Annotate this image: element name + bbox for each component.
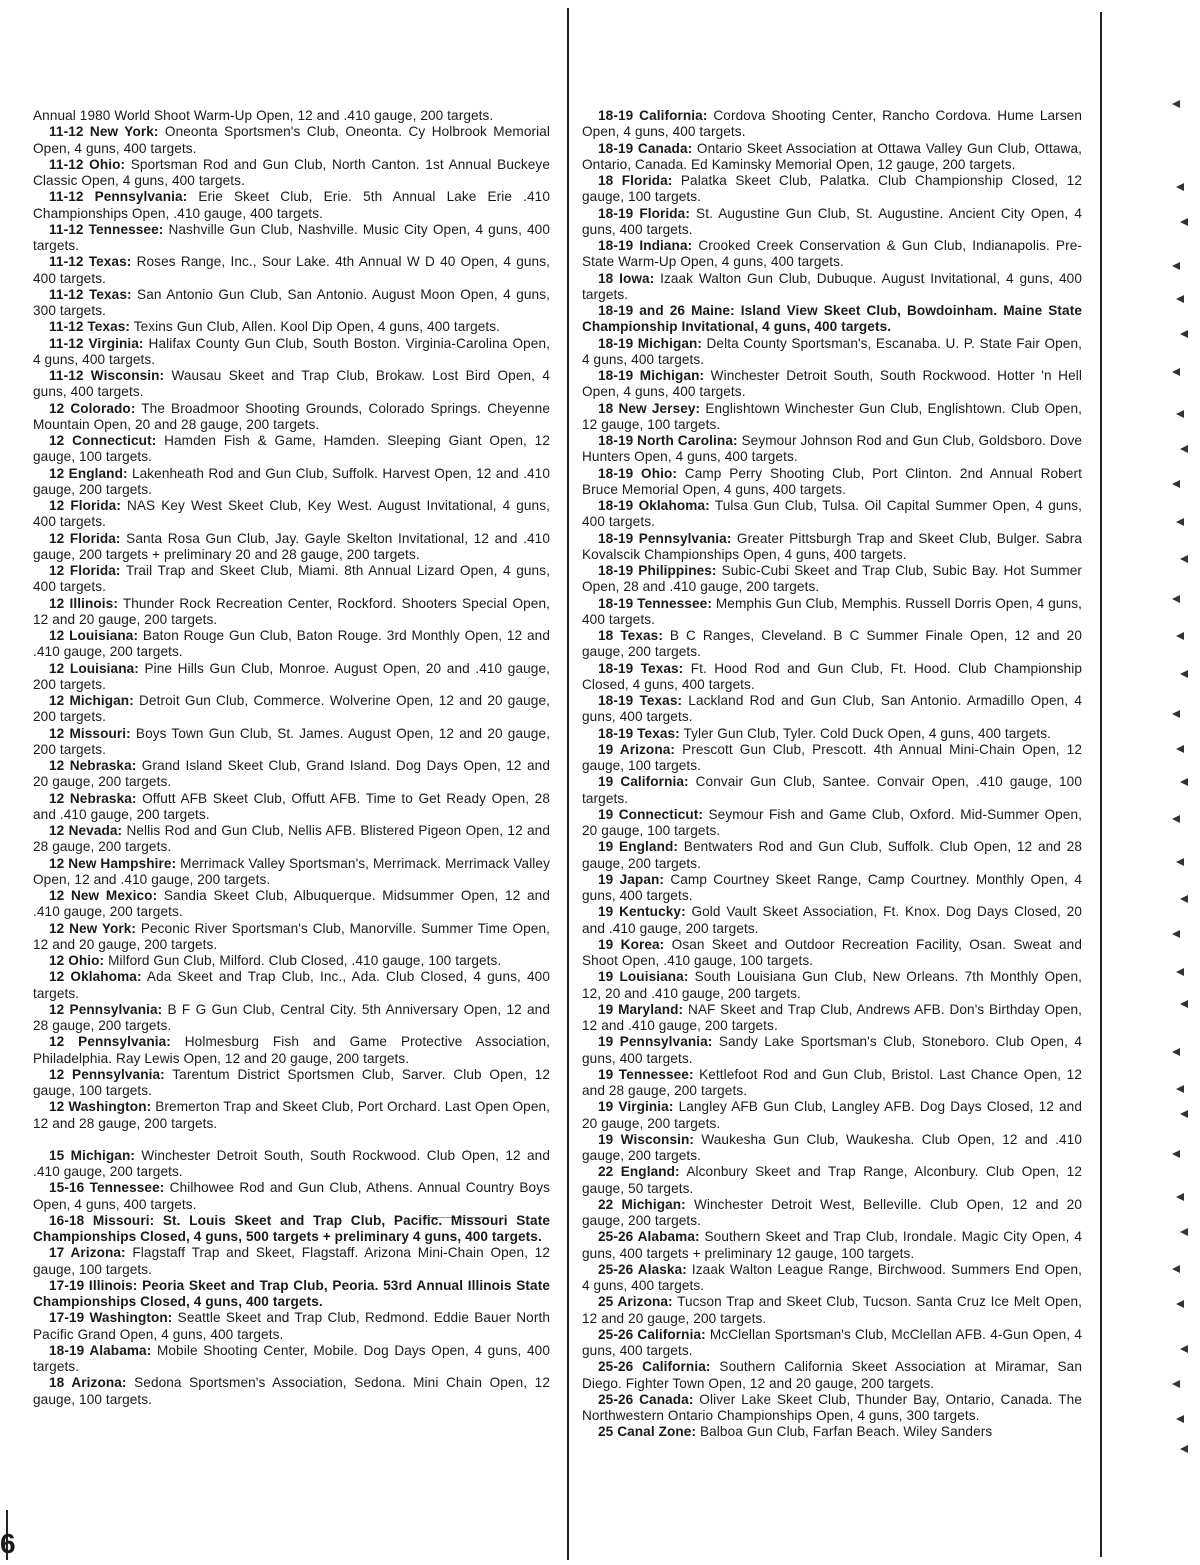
column-divider <box>567 8 569 1560</box>
entry-date-state: 18 Iowa: <box>598 270 655 286</box>
entry-details: Oneonta Sportsmen's Club, Oneonta. Cy Holbrook Memorial Open, 4 guns, 400 targets. <box>33 124 551 156</box>
scan-mark <box>1172 368 1180 376</box>
schedule-entry <box>33 953 550 969</box>
scan-mark <box>1172 1048 1180 1056</box>
entry-details: San Antonio Gun Club, San Antonio. August Moon Open, 4 guns, 300 targets. <box>33 286 550 318</box>
entry-date-state: 18-19 Tennessee: <box>598 595 712 611</box>
entry-date-state: 19 Kentucky: <box>598 904 686 920</box>
schedule-entry <box>33 1002 550 1035</box>
entry-details: B C Ranges, Cleveland. B C Summer Finale Open, 12 and 20 gauge, 200 targets. <box>582 628 1082 660</box>
scan-mark <box>1180 778 1188 786</box>
scan-mark <box>1176 1300 1184 1308</box>
schedule-entry <box>33 856 550 889</box>
schedule-entry <box>33 1245 550 1278</box>
entry-date-state: 22 Michigan: <box>598 1196 686 1212</box>
schedule-entry <box>582 1197 1082 1230</box>
entry-date-state: 12 Nebraska: <box>49 758 137 773</box>
entry-date-state: 17 Arizona: <box>49 1245 126 1261</box>
scan-mark <box>1176 1193 1184 1201</box>
scan-mark <box>1176 1415 1184 1423</box>
entry-date-state: 19 Arizona: <box>598 741 676 757</box>
entry-details: B F G Gun Club, Central City. 5th Anniversary Open, 12 and 28 gauge, 200 targets. <box>33 1001 550 1033</box>
entry-details: Winchester Detroit South, South Rockwood. Club Open, 12 and .410 gauge, 200 targets. <box>33 1147 550 1179</box>
page-number: 6 <box>0 1528 16 1559</box>
entry-date-state: 18 New Jersey: <box>598 400 701 416</box>
schedule-entry <box>582 1002 1082 1035</box>
entry-details: Winchester Detroit West, Belleville. Club Open, 12 and 20 gauge, 200 targets. <box>582 1196 1082 1228</box>
entry-date-state: 18-19 Florida: <box>598 205 690 221</box>
entry-details: Southern California Skeet Association at Miramar, San Diego. Fighter Town Open, 12 and 20 gauge, 200 targets. <box>582 1359 1082 1391</box>
schedule-entry <box>582 596 1082 629</box>
schedule-entry <box>582 1164 1082 1197</box>
scan-mark <box>1172 480 1180 488</box>
schedule-entry <box>33 758 550 791</box>
scan-mark <box>1180 670 1188 678</box>
entry-date-state: 19 Japan: <box>598 871 665 887</box>
entry-details: Tarentum District Sportsmen Club, Sarver. Club Open, 12 gauge, 100 targets. <box>33 1066 551 1098</box>
schedule-entry <box>33 1213 550 1246</box>
entry-date-state: 25-26 Canada: <box>598 1391 694 1407</box>
schedule-entry <box>582 466 1082 499</box>
schedule-entry <box>33 189 550 222</box>
schedule-entry <box>33 1034 550 1067</box>
schedule-entry <box>582 937 1082 970</box>
entry-details: Sandy Lake Sportsman's Club, Stoneboro. Club Open, 4 guns, 400 targets. <box>582 1034 1082 1066</box>
entry-date-state: 12 Pennsylvania: <box>49 1034 171 1050</box>
entry-details: NAS Key West Skeet Club, Key West. August Invitational, 4 guns, 400 targets. <box>33 498 550 530</box>
scan-mark <box>1172 1150 1180 1158</box>
entry-details: Wausau Skeet and Trap Club, Brokaw. Lost Bird Open, 4 guns, 400 targets. <box>33 368 550 400</box>
schedule-entry <box>33 1375 550 1408</box>
schedule-entry <box>33 222 550 255</box>
scan-mark <box>1180 555 1188 563</box>
schedule-entry <box>582 141 1082 174</box>
entry-date-state: 25 Canal Zone: <box>598 1424 697 1440</box>
entry-details: Nellis Rod and Gun Club, Nellis AFB. Blistered Pigeon Open, 12 and 28 gauge, 200 targets. <box>33 823 550 855</box>
schedule-entry <box>33 1148 550 1181</box>
entry-date-state: 18-19 and 26 Maine: <box>598 303 735 318</box>
entry-date-state: 18-19 Pennsylvania: <box>598 530 732 546</box>
entry-date-state: 19 Pennsylvania: <box>598 1034 713 1050</box>
schedule-entry <box>582 1327 1082 1360</box>
entry-details: Ft. Hood Rod and Gun Club, Ft. Hood. Club Championship Closed, 4 guns, 400 targets. <box>582 660 1082 692</box>
scan-mark <box>1176 410 1184 418</box>
scan-mark <box>1176 183 1184 191</box>
entry-details: Peoria Skeet and Trap Club, Peoria. 53rd Annual Illinois State Championships Closed, 4 guns, 400 targets. <box>33 1277 551 1309</box>
schedule-entry <box>582 401 1082 434</box>
entry-details: Seattle Skeet and Trap Club, Redmond. Eddie Bauer North Pacific Grand Open, 4 guns, 400 targets. <box>33 1310 550 1342</box>
schedule-entry <box>582 839 1082 872</box>
entry-details: Waukesha Gun Club, Waukesha. Club Open, 12 and .410 gauge, 200 targets. <box>582 1131 1082 1163</box>
entry-details: Greater Pittsburgh Trap and Skeet Club, Bulger. Sabra Kovalscik Championships Open, 4 guns, 400 targets. <box>582 530 1082 562</box>
entry-date-state: 12 Nebraska: <box>49 790 137 806</box>
scan-mark <box>1176 518 1184 526</box>
scan-mark <box>1180 218 1188 226</box>
entry-details: Izaak Walton League Range, Birchwood. Summers End Open, 4 guns, 400 targets. <box>582 1261 1082 1293</box>
schedule-entry <box>582 108 1082 141</box>
entry-date-state: 12 New Hampshire: <box>49 855 177 871</box>
entry-date-state: 11-12 Texas: <box>49 319 131 335</box>
entry-date-state: 25-26 Alabama: <box>598 1229 700 1245</box>
entry-date-state: 18-19 Alabama: <box>49 1342 152 1358</box>
entry-details: The Broadmoor Shooting Grounds, Colorado Springs. Cheyenne Mountain Open, 20 and 28 gauge, 200 targets. <box>33 400 550 432</box>
schedule-entry <box>33 157 550 190</box>
schedule-entry <box>582 336 1082 369</box>
scan-mark <box>1172 100 1180 108</box>
entry-details: Izaak Walton Gun Club, Dubuque. August Invitational, 4 guns, 400 targets. <box>582 270 1082 302</box>
entry-date-state: 15-16 Tennessee: <box>49 1180 165 1196</box>
entry-details: Palatka Skeet Club, Palatka. Club Championship Closed, 12 gauge, 100 targets. <box>582 173 1083 205</box>
entry-date-state: 12 England: <box>49 465 128 481</box>
schedule-entry <box>33 433 550 466</box>
entry-date-state: 12 Florida: <box>49 563 121 578</box>
schedule-entry <box>33 823 550 856</box>
scan-mark <box>1172 710 1180 718</box>
schedule-entry <box>33 108 550 124</box>
left-column <box>33 108 550 1408</box>
entry-date-state: 12 Ohio: <box>49 953 105 968</box>
scan-mark <box>1176 632 1184 640</box>
entry-details: Seymour Fish and Game Club, Oxford. Mid-Summer Open, 20 gauge, 100 targets. <box>582 806 1083 838</box>
schedule-entry <box>33 791 550 824</box>
scan-mark <box>1180 1000 1188 1008</box>
entry-date-state: 19 Virginia: <box>598 1099 674 1115</box>
scan-mark <box>1180 1445 1188 1453</box>
entry-details: Thunder Rock Recreation Center, Rockford. Shooters Special Open, 12 and 20 gauge, 200 targets. <box>33 595 550 627</box>
entry-date-state: 19 Connecticut: <box>598 806 704 822</box>
entry-date-state: 12 Colorado: <box>49 400 136 416</box>
schedule-entry <box>33 1099 550 1132</box>
entry-date-state: 12 Oklahoma: <box>49 969 142 985</box>
schedule-entry <box>33 726 550 759</box>
entry-details: Hamden Fish & Game, Hamden. Sleeping Giant Open, 12 gauge, 100 targets. <box>33 433 550 465</box>
schedule-entry <box>33 336 550 369</box>
schedule-entry <box>582 1262 1082 1295</box>
schedule-entry <box>582 1424 1082 1440</box>
schedule-entry <box>582 807 1082 840</box>
entry-details: South Louisiana Gun Club, New Orleans. 7th Monthly Open, 12, 20 and .410 gauge, 200 targets. <box>582 969 1082 1001</box>
schedule-entry <box>33 693 550 726</box>
schedule-entry <box>33 888 550 921</box>
entry-details: Oliver Lake Skeet Club, Thunder Bay, Ontario, Canada. The Northwestern Ontario Championships Open, 4 guns, 300 targets. <box>582 1391 1082 1423</box>
entry-date-state: 11-12 Pennsylvania: <box>49 189 188 205</box>
entry-details: Annual 1980 World Shoot Warm-Up Open, 12 and .410 gauge, 200 targets. <box>33 108 494 123</box>
entry-date-state: 12 Michigan: <box>49 693 134 708</box>
scan-mark <box>1172 1380 1180 1388</box>
entry-date-state: 25-26 Alaska: <box>598 1261 687 1277</box>
entry-details: Ontario Skeet Association at Ottawa Valley Gun Club, Ottawa, Ontario, Canada. Ed Kaminsky Memorial Open, 12 gauge, 200 targets. <box>582 140 1082 172</box>
entry-date-state: 11-12 Wisconsin: <box>49 368 165 383</box>
entry-details: Convair Gun Club, Santee. Convair Open, .410 gauge, 100 targets. <box>582 774 1082 806</box>
scan-mark <box>1172 595 1180 603</box>
entry-details: Southern Skeet and Trap Club, Irondale. Magic City Open, 4 guns, 400 targets + preliminary 12 gauge, 100 targets. <box>582 1229 1082 1261</box>
entry-date-state: 18-19 California: <box>598 108 708 123</box>
schedule-entry <box>582 1099 1082 1132</box>
schedule-entry <box>33 1180 550 1213</box>
schedule-entry <box>582 1034 1082 1067</box>
entry-details: Subic-Cubi Skeet and Trap Club, Subic Bay. Hot Summer Open, 28 and .410 gauge, 200 targets. <box>582 563 1082 595</box>
entry-date-state: 19 Wisconsin: <box>598 1131 695 1147</box>
entry-date-state: 11-12 Texas: <box>49 254 132 270</box>
entry-date-state: 19 California: <box>598 774 689 790</box>
entry-details: St. Augustine Gun Club, St. Augustine. Ancient City Open, 4 guns, 400 targets. <box>582 205 1082 237</box>
entry-details: Tyler Gun Club, Tyler. Cold Duck Open, 4 guns, 400 targets. <box>679 725 1052 741</box>
entry-date-state: 18 Arizona: <box>49 1375 127 1391</box>
entry-details: Boys Town Gun Club, St. James. August Open, 12 and 20 gauge, 200 targets. <box>33 725 550 757</box>
entry-details: Bentwaters Rod and Gun Club, Suffolk. Club Open, 12 and 28 gauge, 200 targets. <box>582 839 1082 871</box>
entry-details: Offutt AFB Skeet Club, Offutt AFB. Time to Get Ready Open, 28 and .410 gauge, 200 targets. <box>33 790 551 822</box>
entry-details: Mobile Shooting Center, Mobile. Dog Days Open, 4 guns, 400 targets. <box>33 1342 550 1374</box>
entry-date-state: 19 Maryland: <box>598 1001 684 1017</box>
entry-date-state: 19 Louisiana: <box>598 969 689 985</box>
entry-date-state: 18-19 Canada: <box>598 140 693 156</box>
schedule-entry <box>582 563 1082 596</box>
entry-details: Island View Skeet Club, Bowdoinham. Maine State Championship Invitational, 4 guns, 400 targets. <box>582 303 1082 335</box>
scan-mark <box>1180 445 1188 453</box>
entry-date-state: 11-12 Ohio: <box>49 156 126 172</box>
schedule-entry <box>582 693 1082 726</box>
entry-date-state: 12 Louisiana: <box>49 660 139 676</box>
entry-date-state: 12 New Mexico: <box>49 888 158 903</box>
entry-details: Grand Island Skeet Club, Grand Island. Dog Days Open, 12 and 20 gauge, 200 targets. <box>33 758 550 790</box>
schedule-entry <box>582 1067 1082 1100</box>
entry-date-state: 18-19 Indiana: <box>598 238 693 253</box>
scan-mark <box>1176 295 1184 303</box>
schedule-entry <box>33 563 550 596</box>
schedule-entry <box>33 368 550 401</box>
schedule-entry <box>33 287 550 320</box>
entry-date-state: 12 Connecticut: <box>49 433 157 448</box>
entry-date-state: 18-19 Michigan: <box>598 368 705 383</box>
entry-date-state: 11-12 Texas: <box>49 286 132 302</box>
entry-details: Memphis Gun Club, Memphis. Russell Dorris Open, 4 guns, 400 targets. <box>582 595 1082 627</box>
entry-details: Baton Rouge Gun Club, Baton Rouge. 3rd Monthly Open, 12 and .410 gauge, 200 targets. <box>33 628 550 660</box>
entry-date-state: 18-19 Oklahoma: <box>598 498 710 513</box>
entry-details: Sportsman Rod and Gun Club, North Canton. 1st Annual Buckeye Classic Open, 4 guns, 400 targets. <box>33 156 550 188</box>
scan-mark <box>1176 745 1184 753</box>
scan-mark <box>1180 1345 1188 1353</box>
entry-details: Crooked Creek Conservation & Gun Club, Indianapolis. Pre-State Warm-Up Open, 4 guns, 400 targets. <box>582 238 1082 270</box>
schedule-entry <box>582 531 1082 564</box>
entry-details: Prescott Gun Club, Prescott. 4th Annual Mini-Chain Open, 12 gauge, 100 targets. <box>582 741 1082 773</box>
entry-details: Englishtown Winchester Gun Club, Englishtown. Club Open, 12 gauge, 100 targets. <box>582 400 1082 432</box>
entry-date-state: 25-26 California: <box>598 1359 711 1375</box>
schedule-entry <box>582 303 1082 336</box>
schedule-entry <box>33 466 550 499</box>
entry-details: Seymour Johnson Rod and Gun Club, Goldsboro. Dove Hunters Open, 4 guns, 400 targets. <box>582 433 1083 465</box>
schedule-entry <box>33 661 550 694</box>
entry-details: Peconic River Sportsman's Club, Manorville. Summer Time Open, 12 and 20 gauge, 200 targets. <box>33 920 550 952</box>
entry-date-state: 12 Louisiana: <box>49 628 139 643</box>
schedule-entry <box>33 969 550 1002</box>
entry-date-state: 12 Missouri: <box>49 725 131 741</box>
entry-details: Erie Skeet Club, Erie. 5th Annual Lake Erie .410 Championships Open, .410 gauge, 400 targets. <box>33 189 550 221</box>
schedule-entry <box>582 271 1082 304</box>
entry-date-state: 15 Michigan: <box>49 1147 135 1163</box>
entry-date-state: 11-12 New York: <box>49 124 159 140</box>
entry-details: Detroit Gun Club, Commerce. Wolverine Open, 12 and 20 gauge, 200 targets. <box>33 693 550 725</box>
entry-details: Delta County Sportsman's, Escanaba. U. P. State Fair Open, 4 guns, 400 targets. <box>582 335 1082 367</box>
entry-date-state: 12 Washington: <box>49 1099 152 1115</box>
entry-details: Langley AFB Gun Club, Langley AFB. Dog Days Closed, 12 and 20 gauge, 200 targets. <box>582 1099 1083 1131</box>
entry-date-state: 18-19 Ohio: <box>598 465 678 481</box>
schedule-entry <box>582 238 1082 271</box>
entry-date-state: 18 Florida: <box>598 173 673 188</box>
entry-details: Tulsa Gun Club, Tulsa. Oil Capital Summer Open, 4 guns, 400 targets. <box>582 498 1082 530</box>
entry-date-state: 18-19 Texas: <box>598 725 680 741</box>
entry-details: Sedona Sportsmen's Association, Sedona. Mini Chain Open, 12 gauge, 100 targets. <box>33 1375 550 1407</box>
scan-mark <box>1172 262 1180 270</box>
entry-date-state: 19 Korea: <box>598 936 665 952</box>
entry-date-state: 12 New York: <box>49 920 137 936</box>
entry-date-state: 18-19 Philippines: <box>598 563 717 578</box>
entry-date-state: 12 Illinois: <box>49 595 118 611</box>
scan-mark <box>1180 330 1188 338</box>
entry-details: Winchester Detroit South, South Rockwood. Hotter 'n Hell Open, 4 guns, 400 targets. <box>582 368 1082 400</box>
entry-details: Tucson Trap and Skeet Club, Tucson. Santa Cruz Ice Melt Open, 12 and 20 gauge, 200 targets. <box>582 1294 1083 1326</box>
schedule-entry <box>33 319 550 335</box>
entry-details: Lakenheath Rod and Gun Club, Suffolk. Harvest Open, 12 and .410 gauge, 200 targets. <box>33 465 550 497</box>
schedule-entry <box>582 872 1082 905</box>
entry-details: Osan Skeet and Outdoor Recreation Facility, Osan. Sweat and Shoot Open, .410 gauge, 100 targets. <box>582 936 1082 968</box>
entry-details: Ada Skeet and Trap Club, Inc., Ada. Club Closed, 4 guns, 400 targets. <box>33 969 550 1001</box>
page-edge-line <box>1100 12 1102 1557</box>
schedule-entry <box>582 498 1082 531</box>
scan-mark <box>1176 858 1184 866</box>
entry-details: Sandia Skeet Club, Albuquerque. Midsummer Open, 12 and .410 gauge, 200 targets. <box>33 888 550 920</box>
entry-details: Holmesburg Fish and Game Protective Association, Philadelphia. Ray Lewis Open, 12 and 20 gauge, 200 targets. <box>33 1034 550 1066</box>
scan-mark <box>1172 930 1180 938</box>
schedule-entry <box>33 254 550 287</box>
schedule-entry <box>33 921 550 954</box>
entry-date-state: 12 Pennsylvania: <box>49 1066 165 1082</box>
schedule-entry <box>582 433 1082 466</box>
entry-details: Pine Hills Gun Club, Monroe. August Open, 20 and .410 gauge, 200 targets. <box>33 660 550 692</box>
entry-details: Trail Trap and Skeet Club, Miami. 8th Annual Lizard Open, 4 guns, 400 targets. <box>33 563 550 595</box>
entry-details: Nashville Gun Club, Nashville. Music City Open, 4 guns, 400 targets. <box>33 221 550 253</box>
schedule-entry <box>582 1359 1082 1392</box>
entry-date-state: 18 Texas: <box>598 628 663 643</box>
schedule-entry <box>582 628 1082 661</box>
entry-date-state: 18-19 Texas: <box>598 693 683 708</box>
scan-mark <box>1180 895 1188 903</box>
entry-details: Merrimack Valley Sportsman's, Merrimack. Merrimack Valley Open, 12 and .410 gauge, 200 targets. <box>33 855 550 887</box>
scan-mark <box>1176 968 1184 976</box>
schedule-entry <box>33 1278 550 1311</box>
entry-details: Santa Rosa Gun Club, Jay. Gayle Skelton Invitational, 12 and .410 gauge, 200 targets + preliminary 20 and 28 gauge, 200 targets. <box>33 530 550 562</box>
scan-mark <box>1172 815 1180 823</box>
entry-date-state: 11-12 Tennessee: <box>49 221 164 237</box>
schedule-entry <box>33 1343 550 1376</box>
entry-date-state: 19 England: <box>598 839 679 855</box>
entry-details: Roses Range, Inc., Sour Lake. 4th Annual W D 40 Open, 4 guns, 400 targets. <box>33 254 550 286</box>
schedule-entry <box>582 774 1082 807</box>
entry-details: Chilhowee Rod and Gun Club, Athens. Annual Country Boys Open, 4 guns, 400 targets. <box>33 1180 550 1212</box>
entry-details: Bremerton Trap and Skeet Club, Port Orchard. Last Open Open, 12 and 28 gauge, 200 targets. <box>33 1099 551 1131</box>
schedule-entry <box>33 498 550 531</box>
entry-date-state: 11-12 Virginia: <box>49 335 144 351</box>
entry-date-state: 17-19 Washington: <box>49 1310 173 1326</box>
entry-details: Balboa Gun Club, Farfan Beach. Wiley Sanders <box>696 1424 993 1440</box>
entry-details: Camp Perry Shooting Club, Port Clinton. 2nd Annual Robert Bruce Memorial Open, 4 guns, 400 targets. <box>582 465 1082 497</box>
entry-details: McClellan Sportsman's Club, McClellan AFB. 4-Gun Open, 4 guns, 400 targets. <box>582 1326 1082 1358</box>
schedule-entry <box>582 726 1082 742</box>
schedule-entry <box>33 1067 550 1100</box>
entry-details: Kettlefoot Rod and Gun Club, Bristol. Last Chance Open, 12 and 28 gauge, 200 targets. <box>582 1066 1082 1098</box>
schedule-entry <box>582 1132 1082 1165</box>
entry-date-state: 18-19 Michigan: <box>598 335 703 351</box>
schedule-entry <box>33 401 550 434</box>
schedule-entry <box>582 173 1082 206</box>
entry-date-state: 16-18 Missouri: <box>49 1212 155 1228</box>
schedule-entry <box>582 1294 1082 1327</box>
entry-details: Halifax County Gun Club, South Boston. Virginia-Carolina Open, 4 guns, 400 targets. <box>33 335 550 367</box>
entry-details: St. Louis Skeet and Trap Club, Pacific. Missouri State Championships Closed, 4 guns, 500 targets + preliminary 4 guns, 400 targets. <box>33 1212 551 1244</box>
scan-mark <box>1172 1265 1180 1273</box>
entry-date-state: 18-19 North Carolina: <box>598 433 738 448</box>
schedule-entry <box>33 531 550 564</box>
entry-date-state: 19 Tennessee: <box>598 1066 694 1082</box>
entry-date-state: 12 Pennsylvania: <box>49 1001 163 1017</box>
entry-date-state: 12 Nevada: <box>49 823 123 838</box>
schedule-entry <box>582 1392 1082 1425</box>
entry-date-state: 17-19 Illinois: <box>49 1277 138 1293</box>
entry-date-state: 22 England: <box>598 1164 680 1180</box>
entry-date-state: 18-19 Texas: <box>598 660 684 676</box>
entry-date-state: 25 Arizona: <box>598 1294 673 1310</box>
entry-details: Camp Courtney Skeet Range, Camp Courtney. Monthly Open, 4 guns, 400 targets. <box>582 871 1082 903</box>
entry-date-state: 12 Florida: <box>49 530 121 546</box>
scan-mark <box>1176 1085 1184 1093</box>
entry-details: NAF Skeet and Trap Club, Andrews AFB. Don's Birthday Open, 12 and .410 gauge, 200 targets. <box>582 1001 1082 1033</box>
schedule-entry <box>582 661 1082 694</box>
schedule-entry <box>582 1229 1082 1262</box>
entry-details: Lackland Rod and Gun Club, San Antonio. Armadillo Open, 4 guns, 400 targets. <box>582 693 1082 725</box>
entry-date-state: 12 Florida: <box>49 498 121 513</box>
schedule-entry <box>582 904 1082 937</box>
schedule-entry <box>582 969 1082 1002</box>
scan-mark <box>1180 1110 1188 1118</box>
schedule-entry <box>33 1310 550 1343</box>
entry-details: Flagstaff Trap and Skeet, Flagstaff. Arizona Mini-Chain Open, 12 gauge, 100 targets. <box>33 1245 551 1277</box>
schedule-entry <box>33 124 550 157</box>
schedule-entry <box>33 596 550 629</box>
scan-mark <box>1180 1228 1188 1236</box>
schedule-entry <box>582 368 1082 401</box>
entry-details: Gold Vault Skeet Association, Ft. Knox. Dog Days Closed, 20 and .410 gauge, 200 targets. <box>582 904 1082 936</box>
entry-details: Alconbury Skeet and Trap Range, Alconbury. Club Open, 12 gauge, 50 targets. <box>582 1164 1082 1196</box>
entry-date-state: 25-26 California: <box>598 1326 706 1342</box>
entry-details: Cordova Shooting Center, Rancho Cordova. Hume Larsen Open, 4 guns, 400 targets. <box>582 108 1083 140</box>
schedule-entry <box>582 742 1082 775</box>
right-column <box>582 108 1082 1441</box>
schedule-entry <box>582 206 1082 239</box>
entry-details: Texins Gun Club, Allen. Kool Dip Open, 4 guns, 400 targets. <box>130 319 501 335</box>
schedule-entry <box>33 628 550 661</box>
entry-details: Milford Gun Club, Milford. Club Closed, .410 gauge, 100 targets. <box>104 953 502 968</box>
